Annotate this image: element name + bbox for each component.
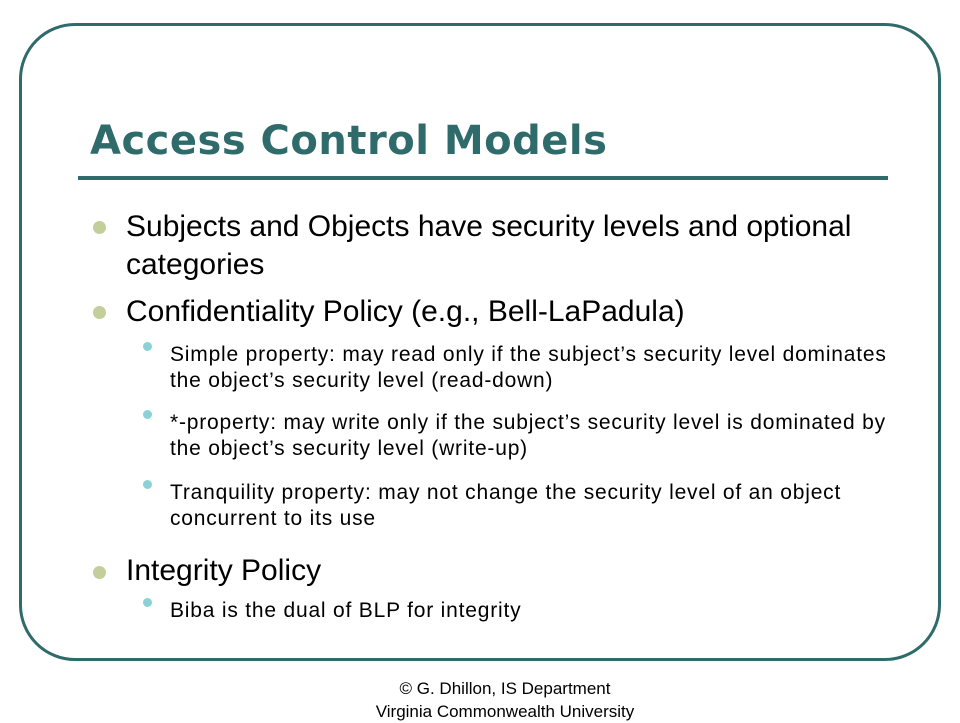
sub-bullet-dot-icon (143, 598, 152, 607)
bullet-dot-icon (93, 306, 106, 319)
bullet-item-level2: *-property: may write only if the subject’s security level is dominated by the object’s security level (write-up) (170, 411, 886, 460)
bullet-dot-icon (93, 221, 106, 234)
bullet-item-level1: Confidentiality Policy (e.g., Bell-LaPadula) (126, 295, 685, 328)
bullet-item-level2: Biba is the dual of BLP for integrity (170, 599, 522, 622)
bullet-item-level2: Simple property: may read only if the subject’s security level dominates the object’s security level (read-down) (170, 343, 887, 392)
footer-line-1: © G. Dhillon, IS Department (399, 679, 611, 698)
sub-bullet-dot-icon (143, 480, 152, 489)
footer-line-2: Virginia Commonwealth University (375, 702, 635, 721)
bullet-item-level1: Integrity Policy (126, 554, 322, 587)
footer-credit (300, 677, 710, 723)
bullet-item-level1: Subjects and Objects have security levels and optional categories (126, 210, 852, 281)
sub-bullet-dot-icon (143, 342, 152, 351)
bullet-item-level2: Tranquility property: may not change the security level of an object concurrent to its use (170, 481, 842, 530)
sub-bullet-dot-icon (143, 410, 152, 419)
bullet-dot-icon (93, 566, 106, 579)
slide-title: Access Control Models (90, 118, 608, 164)
